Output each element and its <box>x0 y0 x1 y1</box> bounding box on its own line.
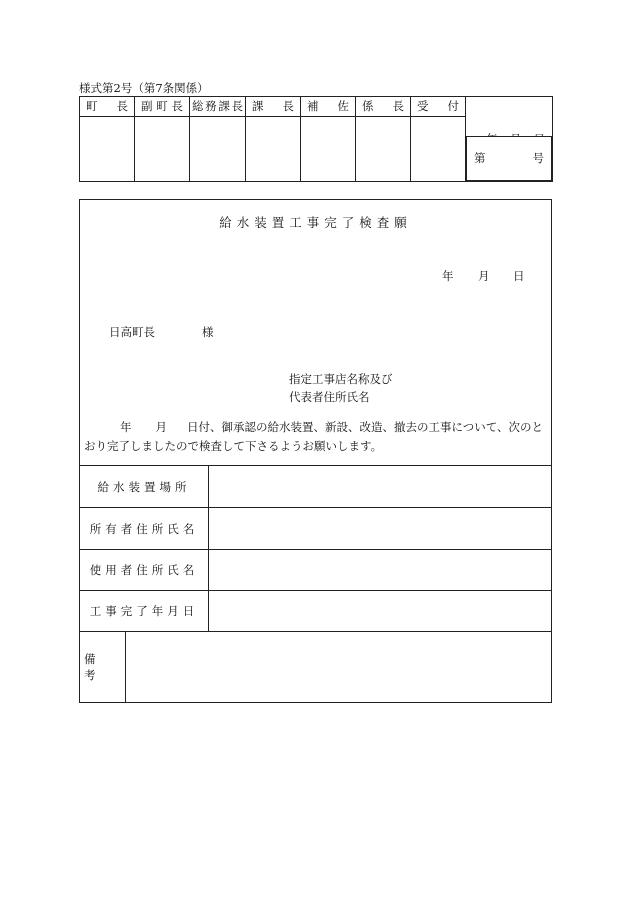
approval-number-label: 第 号 <box>474 151 544 165</box>
form-title: 給水装置工事完了検査願 <box>219 215 412 230</box>
approval-header-assistant: 補 佐 <box>301 97 356 117</box>
approval-header-unit-chief: 係 長 <box>356 97 411 117</box>
row-label-installation-location: 給水装置場所 <box>80 466 209 507</box>
approval-stamp-box-unit-chief[interactable] <box>356 117 411 182</box>
row-label-owner-address-name: 所有者住所氏名 <box>80 508 209 549</box>
row-owner-address-name <box>80 507 551 549</box>
row-installation-location <box>80 465 551 507</box>
remarks-field[interactable] <box>127 632 551 702</box>
approval-stamp-box-general-affairs-chief[interactable] <box>190 117 246 182</box>
addressee: 日高町長 <box>109 325 155 339</box>
user-address-name-field[interactable] <box>209 550 551 590</box>
contractor-address-label: 代表者住所氏名 <box>289 390 370 404</box>
body-year-label: 年 <box>120 420 132 434</box>
date-year-label: 年 <box>442 269 454 283</box>
completion-date-field[interactable] <box>209 591 551 631</box>
row-user-address-name <box>80 549 551 590</box>
body-request-sentence: 日付、御承認の給水装置、新設、改造、撤去の工事について、次のとおり完了しましたので検査して下さるようお願いします。 <box>84 420 544 453</box>
approval-number-cell <box>466 136 552 181</box>
form-number-label: 様式第2号（第7条関係） <box>79 81 209 95</box>
approval-header-deputy-mayor: 副 町 長 <box>135 97 190 117</box>
approval-stamp-box-assistant[interactable] <box>301 117 356 182</box>
approval-header-section-chief: 課 長 <box>246 97 301 117</box>
approval-header-reception: 受 付 <box>411 97 466 117</box>
approval-header-general-affairs-chief: 総務課長 <box>190 97 246 117</box>
contractor-name-label: 指定工事店名称及び <box>289 372 393 386</box>
row-label-completion-date: 工事完了年月日 <box>80 591 209 631</box>
row-label-user-address-name: 使用者住所氏名 <box>80 550 209 590</box>
approval-header-mayor: 町 長 <box>80 97 135 117</box>
date-month-label: 月 <box>478 269 490 283</box>
addressee-honorific: 様 <box>202 325 214 339</box>
row-completion-date <box>80 590 551 631</box>
approval-stamp-box-section-chief[interactable] <box>246 117 301 182</box>
row-remarks <box>80 631 551 702</box>
request-body-text <box>84 418 549 456</box>
approval-stamp-box-deputy-mayor[interactable] <box>135 117 190 182</box>
date-day-label: 日 <box>513 269 525 283</box>
application-form <box>79 199 552 703</box>
body-month-label: 月 <box>155 420 167 434</box>
row-label-remarks: 備 考 <box>80 632 126 702</box>
owner-address-name-field[interactable] <box>209 508 551 549</box>
installation-location-field[interactable] <box>209 466 551 507</box>
approval-stamp-box-reception[interactable] <box>411 117 466 182</box>
approval-stamp-box-mayor[interactable] <box>80 117 135 182</box>
